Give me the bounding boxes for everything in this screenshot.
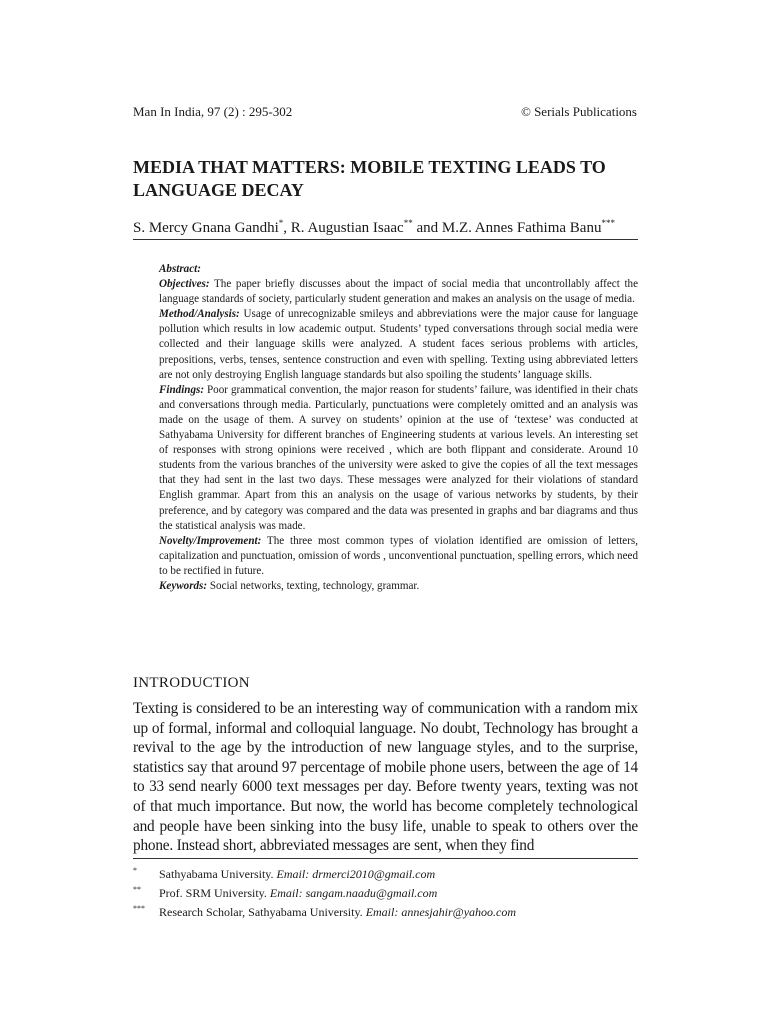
journal-citation: Man In India, 97 (2) : 295-302 <box>133 104 293 119</box>
author-list <box>133 212 643 239</box>
keywords-text: Social networks, texting, technology, grammar. <box>209 579 420 592</box>
objectives-text: The paper briefly discusses about the impact of social media that uncontrollably affect the language standards of society, particularly student generation and makes an analysis on the usage of media. <box>159 278 639 306</box>
section-heading-introduction: INTRODUCTION <box>133 675 250 691</box>
author-1-mark: * <box>278 218 284 228</box>
author-separator: , <box>283 220 291 236</box>
abstract-heading: Abstract: <box>159 263 201 275</box>
footnote-text: Sathyabama University. <box>159 867 277 881</box>
footnote-text: Prof. SRM University. <box>159 886 270 900</box>
findings-text: Poor grammatical convention, the major reason for students’ failure, was identified in their chats and conversations through media. Particularly, punctuations were completely omitted and an analysis was made on the usage of them. A survey on students’ opinion at the use of ‘textese’ was conducted at Sathyabama University for different branches of Engineering students at various levels. An interesting set of responses with strong opinions were received , which are both flippant and considerate. Around 10 students from the various branches of the university were asked to give the copies of all the text messages that they had sent in the last two days. These messages were analyzed for their violations of standard English grammar. Apart from this an analysis on the usage of various networks by students, by their preference, and by category was compared and the data was presented in graphs and bar diagrams and thus the statistical analysis was made. <box>159 383 638 532</box>
footnote-text: Research Scholar, Sathyabama University. <box>159 905 366 919</box>
footnote-3 <box>133 903 638 922</box>
keywords-label: Keywords: <box>159 579 208 592</box>
footnotes <box>133 865 638 922</box>
author-separator: and <box>412 220 442 236</box>
abstract-findings <box>159 383 638 534</box>
author-2-mark: ** <box>403 218 413 228</box>
footnote-mark: ** <box>133 885 141 894</box>
author-3-mark: *** <box>601 218 615 228</box>
footnote-email: Email: sangam.naadu@gmail.com <box>269 886 438 900</box>
abstract-novelty <box>159 534 638 579</box>
footnote-mark: *** <box>133 904 145 913</box>
abstract-objectives <box>159 277 638 307</box>
footnote-mark: * <box>133 866 137 875</box>
paper-title: MEDIA THAT MATTERS: MOBILE TEXTING LEADS TO LANGUAGE DECAY <box>133 157 606 200</box>
novelty-text: The three most common types of violation identified are omission of letters, capitalization and punctuation, omission of words , unconventional punctuation, spelling errors, which need to be rectified in future. <box>159 534 639 577</box>
footnote-email: Email: annesjahir@yahoo.com <box>365 905 517 919</box>
abstract-keywords <box>159 579 638 594</box>
footnote-1 <box>133 865 638 884</box>
abstract-method <box>159 307 638 382</box>
method-text: Usage of unrecognizable smileys and abbreviations were the major cause for language pollution which results in low academic output. Students’ typed conversations through social media were collected and their language skills were analyzed. A student faces serious problems with articles, prepositions, verbs, tenses, sentence construction and even with spelling. Texting using abbreviated letters are not only destroying English language standards but also spoiling the students’ language skills. <box>159 308 638 381</box>
footnote-email: Email: drmerci2010@gmail.com <box>276 867 436 881</box>
footnote-divider <box>133 858 638 859</box>
title-divider <box>133 239 638 240</box>
publisher-name: © Serials Publications <box>520 104 637 119</box>
author-2: R. Augustian Isaac <box>290 220 404 236</box>
method-label: Method/Analysis: <box>159 308 240 321</box>
findings-label: Findings: <box>159 383 205 396</box>
novelty-label: Novelty/Improvement: <box>159 534 262 547</box>
introduction-body: Texting is considered to be an interesting way of communication with a random mix up of formal, informal and colloquial language. No doubt, Technology has brought a revival to the age by the introduction of new language styles, and to the surprise, statistics say that around 97 percentage of mobile phone users, between the age of 14 to 33 send nearly 6000 text messages per day. Before twenty years, texting was not of that much importance. But now, the world has become completely technological and people have been sinking into the busy life, unable to speak to others over the phone. Instead short, abbreviated messages are sent, when they find <box>133 700 638 855</box>
author-3: M.Z. Annes Fathima Banu <box>441 220 602 236</box>
objectives-label: Objectives: <box>159 278 210 291</box>
author-1: S. Mercy Gnana Gandhi <box>133 220 279 236</box>
footnote-2 <box>133 884 638 903</box>
abstract <box>159 262 638 594</box>
